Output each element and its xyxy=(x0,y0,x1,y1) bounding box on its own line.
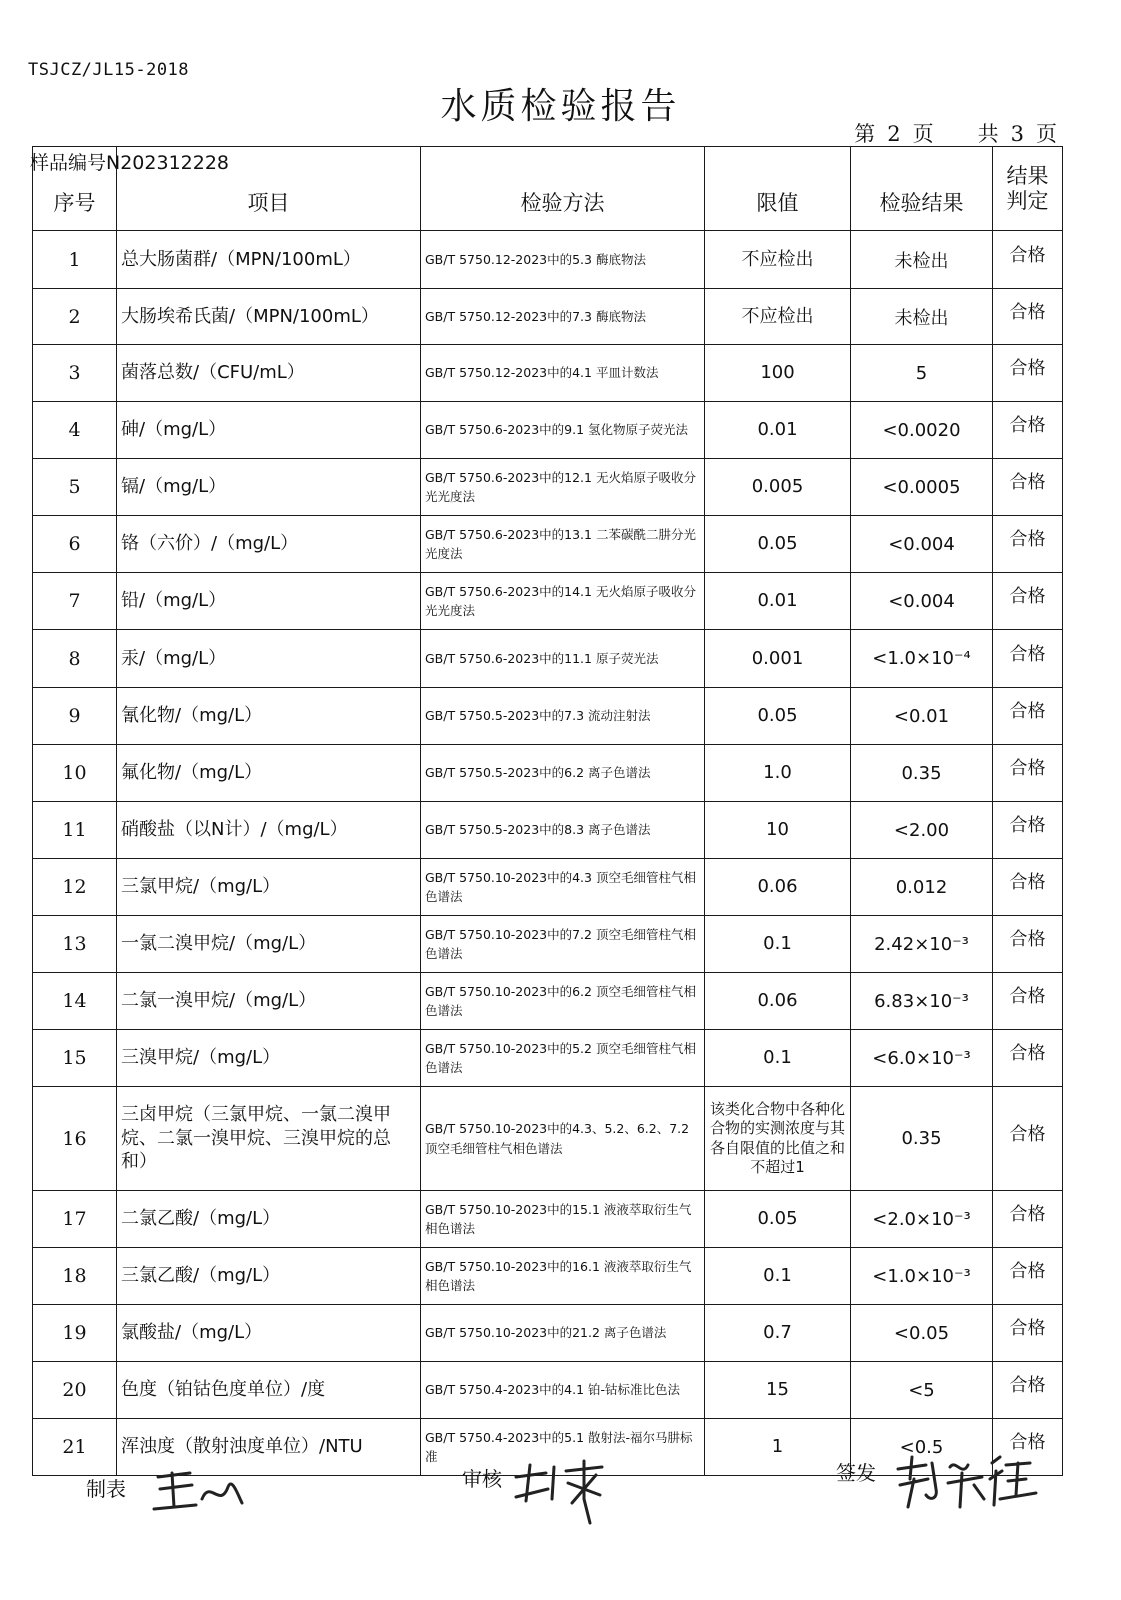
row-number: 17 xyxy=(33,1191,117,1248)
test-method: GB/T 5750.12-2023中的4.1 平皿计数法 xyxy=(421,345,705,402)
judgement: 合格 xyxy=(993,402,1063,459)
test-method: GB/T 5750.10-2023中的4.3 顶空毛细管柱气相色谱法 xyxy=(421,859,705,916)
table-row xyxy=(33,802,1063,859)
page-total: 3 xyxy=(1010,122,1024,146)
limit-value: 不应检出 xyxy=(705,289,851,345)
test-item: 三卤甲烷（三氯甲烷、一氯二溴甲烷、二氯一溴甲烷、三溴甲烷的总和） xyxy=(117,1087,421,1191)
limit-value: 10 xyxy=(705,802,851,859)
row-number: 1 xyxy=(33,231,117,289)
test-item: 汞/（mg/L） xyxy=(117,630,421,688)
judgement: 合格 xyxy=(993,1191,1063,1248)
test-item: 砷/（mg/L） xyxy=(117,402,421,459)
table-row xyxy=(33,1305,1063,1362)
table-row xyxy=(33,1087,1063,1191)
column-header: 限值 xyxy=(705,147,851,231)
column-header: 检验方法 xyxy=(421,147,705,231)
table-row xyxy=(33,573,1063,630)
page-number xyxy=(848,118,1063,148)
test-method: GB/T 5750.5-2023中的8.3 离子色谱法 xyxy=(421,802,705,859)
table-row xyxy=(33,688,1063,745)
test-result: 0.35 xyxy=(851,745,993,802)
table-row xyxy=(33,345,1063,402)
table-row xyxy=(33,459,1063,516)
test-method: GB/T 5750.5-2023中的7.3 流动注射法 xyxy=(421,688,705,745)
document-code: TSJCZ/JL15-2018 xyxy=(28,60,190,80)
test-item: 三氯乙酸/（mg/L） xyxy=(117,1248,421,1305)
test-item: 总大肠菌群/（MPN/100mL） xyxy=(117,231,421,289)
test-item: 铅/（mg/L） xyxy=(117,573,421,630)
judgement: 合格 xyxy=(993,916,1063,973)
test-item: 镉/（mg/L） xyxy=(117,459,421,516)
test-result: <2.00 xyxy=(851,802,993,859)
signature-row xyxy=(0,1455,1121,1535)
limit-value: 0.001 xyxy=(705,630,851,688)
test-item: 浑浊度（散射浊度单位）/NTU xyxy=(117,1419,421,1476)
test-result: <0.004 xyxy=(851,573,993,630)
test-item: 硝酸盐（以N计）/（mg/L） xyxy=(117,802,421,859)
judgement: 合格 xyxy=(993,1305,1063,1362)
test-item: 色度（铂钴色度单位）/度 xyxy=(117,1362,421,1419)
judgement: 合格 xyxy=(993,573,1063,630)
test-result: <1.0×10⁻³ xyxy=(851,1248,993,1305)
judgement: 合格 xyxy=(993,688,1063,745)
limit-value: 1 xyxy=(705,1419,851,1476)
test-method: GB/T 5750.6-2023中的13.1 二苯碳酰二肼分光光度法 xyxy=(421,516,705,573)
test-item: 菌落总数/（CFU/mL） xyxy=(117,345,421,402)
page-total-prefix: 共 xyxy=(977,122,999,146)
row-number: 12 xyxy=(33,859,117,916)
table-row xyxy=(33,973,1063,1030)
test-item: 一氯二溴甲烷/（mg/L） xyxy=(117,916,421,973)
limit-value: 0.1 xyxy=(705,1030,851,1087)
judgement: 合格 xyxy=(993,1087,1063,1191)
row-number: 19 xyxy=(33,1305,117,1362)
reviewed-by-label: 审核 xyxy=(462,1467,502,1491)
test-result: <2.0×10⁻³ xyxy=(851,1191,993,1248)
test-item: 铬（六价）/（mg/L） xyxy=(117,516,421,573)
page-title: 水质检验报告 xyxy=(440,86,681,127)
limit-value: 不应检出 xyxy=(705,231,851,289)
limit-value: 1.0 xyxy=(705,745,851,802)
reviewed-by-signature xyxy=(510,1455,610,1525)
judgement: 合格 xyxy=(993,973,1063,1030)
test-method: GB/T 5750.5-2023中的6.2 离子色谱法 xyxy=(421,745,705,802)
limit-value: 0.01 xyxy=(705,402,851,459)
row-number: 4 xyxy=(33,402,117,459)
table-row xyxy=(33,745,1063,802)
test-result: 0.012 xyxy=(851,859,993,916)
table-row xyxy=(33,1030,1063,1087)
test-method: GB/T 5750.4-2023中的5.1 散射法-福尔马肼标准 xyxy=(421,1419,705,1476)
column-header: 结果判定 xyxy=(993,147,1063,231)
prepared-by-label: 制表 xyxy=(86,1477,126,1501)
test-method: GB/T 5750.4-2023中的4.1 铂-钴标准比色法 xyxy=(421,1362,705,1419)
judgement: 合格 xyxy=(993,859,1063,916)
test-item: 二氯一溴甲烷/（mg/L） xyxy=(117,973,421,1030)
test-result: 0.35 xyxy=(851,1087,993,1191)
test-result: 2.42×10⁻³ xyxy=(851,916,993,973)
judgement: 合格 xyxy=(993,345,1063,402)
test-method: GB/T 5750.12-2023中的7.3 酶底物法 xyxy=(421,289,705,345)
test-item: 氟化物/（mg/L） xyxy=(117,745,421,802)
table-row xyxy=(33,916,1063,973)
row-number: 15 xyxy=(33,1030,117,1087)
table-row xyxy=(33,289,1063,345)
limit-value: 该类化合物中各种化合物的实测浓度与其各自限值的比值之和不超过1 xyxy=(705,1087,851,1191)
page-label-prefix: 第 xyxy=(854,122,876,146)
test-method: GB/T 5750.10-2023中的7.2 顶空毛细管柱气相色谱法 xyxy=(421,916,705,973)
test-result: <5 xyxy=(851,1362,993,1419)
test-item: 大肠埃希氏菌/（MPN/100mL） xyxy=(117,289,421,345)
limit-value: 0.1 xyxy=(705,916,851,973)
table-header-row xyxy=(33,147,1063,231)
table-row xyxy=(33,1362,1063,1419)
judgement: 合格 xyxy=(993,1030,1063,1087)
sample-number: 样品编号N202312228 xyxy=(30,152,230,174)
limit-value: 100 xyxy=(705,345,851,402)
test-result: <0.5 xyxy=(851,1419,993,1476)
judgement: 合格 xyxy=(993,745,1063,802)
test-result: <0.0020 xyxy=(851,402,993,459)
issued-by-signature xyxy=(892,1449,1042,1519)
test-method: GB/T 5750.6-2023中的9.1 氢化物原子荧光法 xyxy=(421,402,705,459)
test-method: GB/T 5750.10-2023中的15.1 液液萃取衍生气相色谱法 xyxy=(421,1191,705,1248)
test-method: GB/T 5750.10-2023中的6.2 顶空毛细管柱气相色谱法 xyxy=(421,973,705,1030)
test-result: 未检出 xyxy=(851,231,993,289)
limit-value: 0.06 xyxy=(705,973,851,1030)
limit-value: 0.7 xyxy=(705,1305,851,1362)
judgement: 合格 xyxy=(993,231,1063,289)
row-number: 9 xyxy=(33,688,117,745)
row-number: 14 xyxy=(33,973,117,1030)
row-number: 16 xyxy=(33,1087,117,1191)
row-number: 5 xyxy=(33,459,117,516)
judgement: 合格 xyxy=(993,516,1063,573)
row-number: 2 xyxy=(33,289,117,345)
row-number: 20 xyxy=(33,1362,117,1419)
results-table xyxy=(32,146,1063,1476)
row-number: 10 xyxy=(33,745,117,802)
table-row xyxy=(33,516,1063,573)
limit-value: 0.05 xyxy=(705,1191,851,1248)
test-item: 氰化物/（mg/L） xyxy=(117,688,421,745)
row-number: 21 xyxy=(33,1419,117,1476)
limit-value: 0.005 xyxy=(705,459,851,516)
test-method: GB/T 5750.10-2023中的4.3、5.2、6.2、7.2 顶空毛细管柱气相色谱法 xyxy=(421,1087,705,1191)
test-item: 三溴甲烷/（mg/L） xyxy=(117,1030,421,1087)
test-result: <0.004 xyxy=(851,516,993,573)
test-method: GB/T 5750.10-2023中的21.2 离子色谱法 xyxy=(421,1305,705,1362)
table-row xyxy=(33,402,1063,459)
issued-by-label: 签发 xyxy=(836,1461,876,1485)
judgement: 合格 xyxy=(993,630,1063,688)
column-header: 项目 xyxy=(117,147,421,231)
table-row xyxy=(33,231,1063,289)
judgement: 合格 xyxy=(993,1419,1063,1476)
row-number: 8 xyxy=(33,630,117,688)
limit-value: 0.06 xyxy=(705,859,851,916)
test-method: GB/T 5750.6-2023中的11.1 原子荧光法 xyxy=(421,630,705,688)
judgement: 合格 xyxy=(993,459,1063,516)
limit-value: 15 xyxy=(705,1362,851,1419)
judgement: 合格 xyxy=(993,1362,1063,1419)
prepared-by-signature xyxy=(150,1459,246,1519)
test-result: <0.01 xyxy=(851,688,993,745)
test-result: <0.05 xyxy=(851,1305,993,1362)
table-row xyxy=(33,1191,1063,1248)
page-label-suffix: 页 xyxy=(1036,122,1057,146)
test-result: 未检出 xyxy=(851,289,993,345)
test-item: 氯酸盐/（mg/L） xyxy=(117,1305,421,1362)
test-method: GB/T 5750.6-2023中的14.1 无火焰原子吸收分光光度法 xyxy=(421,573,705,630)
row-number: 3 xyxy=(33,345,117,402)
limit-value: 0.05 xyxy=(705,516,851,573)
test-result: <0.0005 xyxy=(851,459,993,516)
judgement: 合格 xyxy=(993,802,1063,859)
judgement: 合格 xyxy=(993,1248,1063,1305)
column-header: 检验结果 xyxy=(851,147,993,231)
column-header: 序号 xyxy=(33,147,117,231)
test-result: <1.0×10⁻⁴ xyxy=(851,630,993,688)
test-result: 6.83×10⁻³ xyxy=(851,973,993,1030)
row-number: 13 xyxy=(33,916,117,973)
table-row xyxy=(33,1248,1063,1305)
test-method: GB/T 5750.6-2023中的12.1 无火焰原子吸收分光光度法 xyxy=(421,459,705,516)
test-method: GB/T 5750.10-2023中的5.2 顶空毛细管柱气相色谱法 xyxy=(421,1030,705,1087)
test-result: <6.0×10⁻³ xyxy=(851,1030,993,1087)
row-number: 11 xyxy=(33,802,117,859)
limit-value: 0.05 xyxy=(705,688,851,745)
test-result: 5 xyxy=(851,345,993,402)
table-row xyxy=(33,630,1063,688)
judgement: 合格 xyxy=(993,289,1063,345)
test-method: GB/T 5750.12-2023中的5.3 酶底物法 xyxy=(421,231,705,289)
test-item: 二氯乙酸/（mg/L） xyxy=(117,1191,421,1248)
table-row xyxy=(33,859,1063,916)
row-number: 18 xyxy=(33,1248,117,1305)
limit-value: 0.01 xyxy=(705,573,851,630)
test-item: 三氯甲烷/（mg/L） xyxy=(117,859,421,916)
page-label-mid: 页 xyxy=(912,122,934,146)
limit-value: 0.1 xyxy=(705,1248,851,1305)
page-current: 2 xyxy=(887,122,901,146)
test-method: GB/T 5750.10-2023中的16.1 液液萃取衍生气相色谱法 xyxy=(421,1248,705,1305)
row-number: 6 xyxy=(33,516,117,573)
row-number: 7 xyxy=(33,573,117,630)
